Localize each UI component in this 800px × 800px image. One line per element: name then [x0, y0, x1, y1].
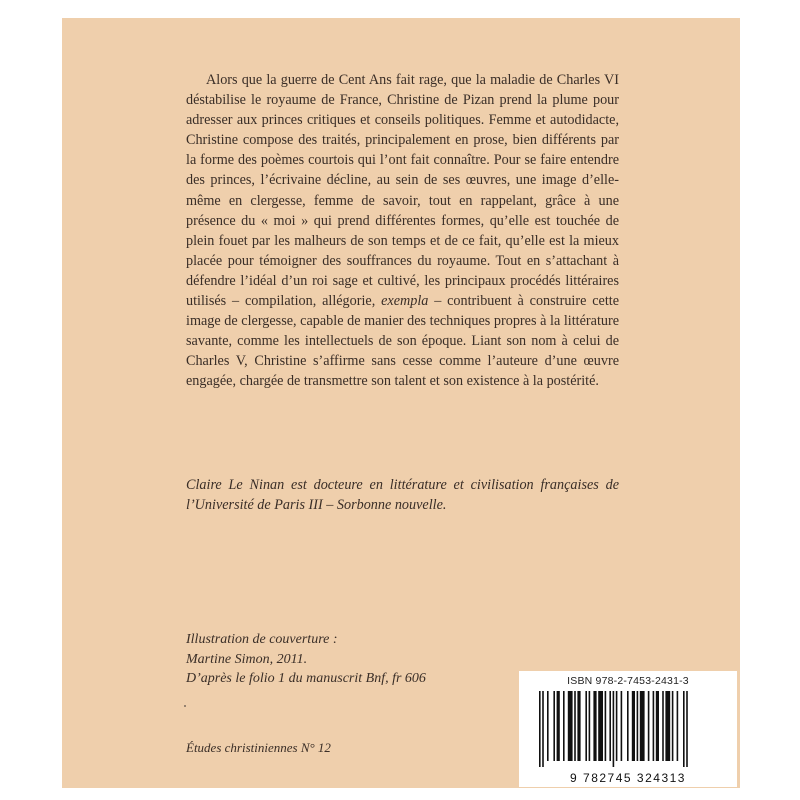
barcode-bars: [525, 691, 731, 767]
barcode-bar: [593, 691, 596, 761]
summary-italic-word: exempla: [381, 293, 429, 310]
series-label: Études christiniennes N° 12: [186, 740, 331, 755]
barcode-bar: [539, 691, 541, 767]
barcode-bar: [557, 691, 560, 761]
barcode-bar: [662, 691, 664, 761]
barcode-bar: [542, 691, 544, 767]
barcode-bar: [553, 691, 555, 761]
barcode-bar: [577, 691, 580, 761]
paper-speck: [184, 705, 186, 707]
barcode-bar: [665, 691, 670, 761]
barcode-bar: [613, 691, 615, 767]
summary-text: Alors que la guerre de Cent Ans fait rage, que la maladie de Charles VI déstabilise le royaume de France, Christine de Pizan prend la plume pour adresser aux princes critiques et conseils politiques. Femme et autodidacte, Christine compose des traités, principalement en prose, bien différents par la forme des poèmes courtois qui l’ont fait connaître. Pour se faire entendre des princes, l’écrivaine décline, au sein de ses œuvres, une image d’elle-même en clergesse, femme de savoir, tout en rappelant, grâce à une présence du « moi » qui prend différentes formes, qu’elle est touchée de plein fouet par les malheurs de son temps et de ce fait, qu’elle est la mieux placée pour témoigner des souffrances du royaume. Tout en s’attachant à défendre l’idéal d’un roi sage et cultivé, les principaux procédés littéraires utilisés – compilation, allégorie,: [186, 72, 619, 310]
illustration-line-1: Illustration de couverture :: [186, 632, 338, 647]
barcode-label: [519, 671, 737, 787]
barcode-bar: [640, 691, 645, 761]
barcode-digits: 9 782745 324313: [570, 771, 686, 785]
author-note-text: Claire Le Ninan est docteure en littérature et civilisation françaises de l’Université de Paris III – Sorbonne nouvelle.: [186, 477, 619, 514]
barcode-bar: [609, 691, 611, 761]
barcode-bar: [589, 691, 591, 761]
barcode-bar: [656, 691, 659, 761]
barcode-bar: [621, 691, 623, 761]
barcode-bar: [598, 691, 603, 761]
barcode-bar: [683, 691, 685, 767]
illustration-credit: [186, 630, 486, 689]
barcode-bar: [653, 691, 655, 761]
barcode-bar: [637, 691, 639, 761]
barcode-bar: [677, 691, 679, 761]
back-cover: [62, 18, 740, 788]
barcode-bar: [632, 691, 635, 761]
barcode-bar: [563, 691, 565, 761]
barcode-bar: [574, 691, 576, 761]
barcode-bar: [605, 691, 607, 761]
barcode-bar: [585, 691, 587, 761]
summary-paragraph: [186, 70, 619, 392]
barcode-bar: [547, 691, 549, 761]
illustration-line-2: Martine Simon, 2011.: [186, 651, 308, 667]
summary-text-end: – contribuent à construire cette image de clergesse, capable de manier des techniques propres à la littérature savante, comme les intellectuels de son époque. Liant son nom à celui de Charles V, Christine s’affirme sans cesse comme l’auteure d’une œuvre engagée, chargée de transmettre son talent et son existence à la postérité.: [186, 293, 619, 390]
barcode-bar: [686, 691, 688, 767]
barcode-bar: [627, 691, 629, 761]
barcode-bar: [616, 691, 618, 761]
illustration-line-3: D’après le folio 1 du manuscrit Bnf, fr 606: [186, 671, 426, 686]
author-note: [186, 475, 619, 515]
barcode-bar: [568, 691, 573, 761]
barcode-bar: [672, 691, 674, 761]
isbn-text: ISBN 978-2-7453-2431-3: [567, 675, 689, 687]
barcode-bar: [648, 691, 650, 761]
